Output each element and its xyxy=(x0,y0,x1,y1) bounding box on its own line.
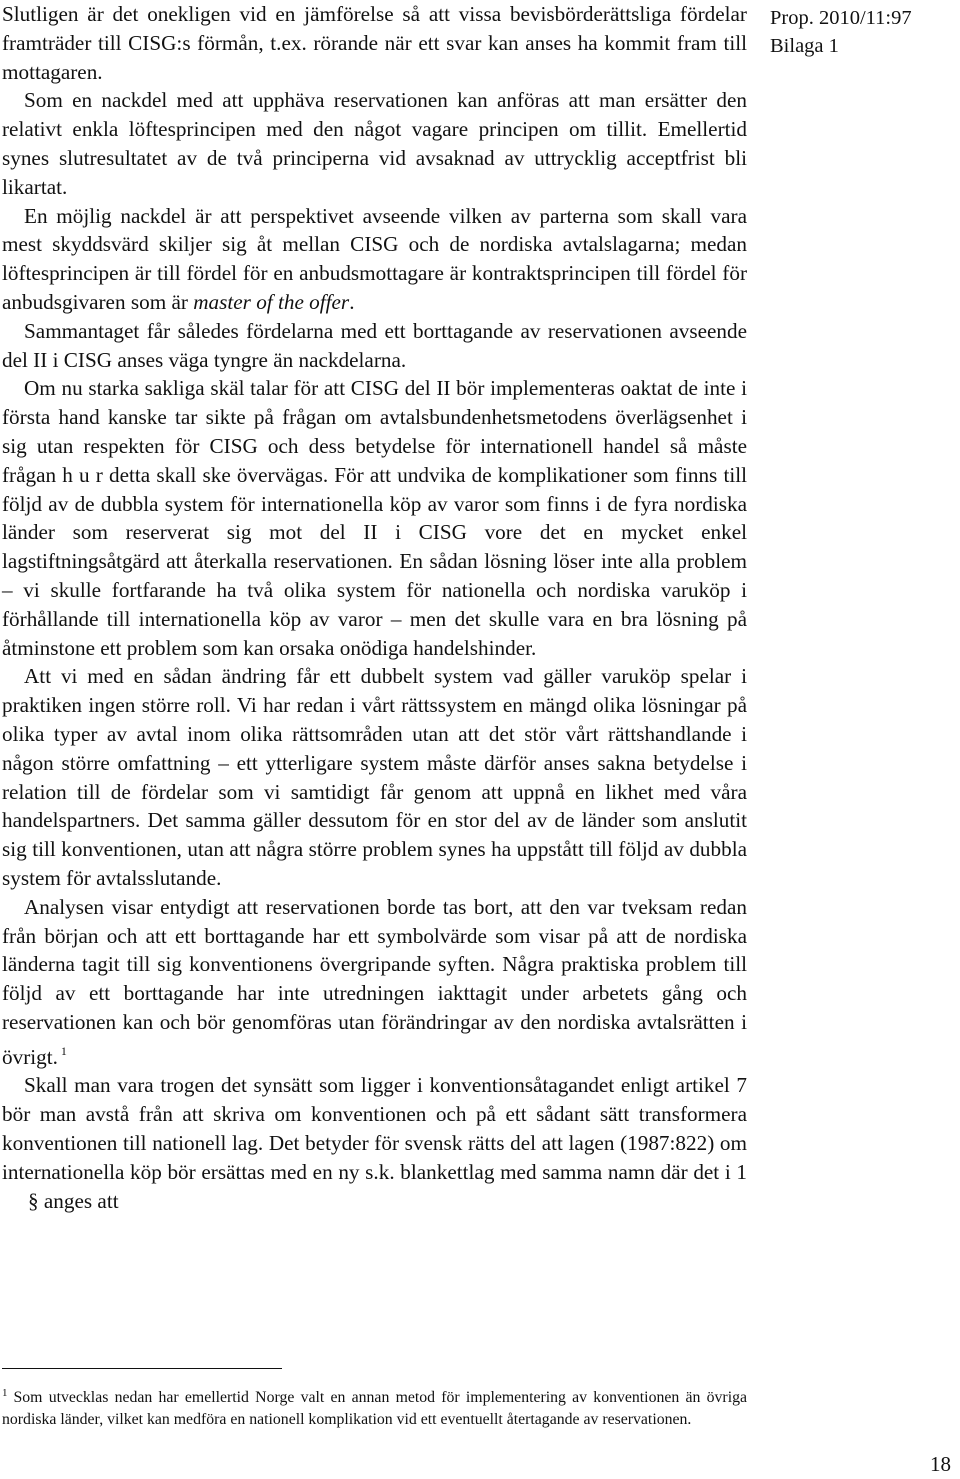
paragraph-3-end: . xyxy=(349,289,355,314)
paragraph-1: Slutligen är det onekligen vid en jämförelse så att vissa bevisbörderättsliga fördelar framträder till CISG:s förmån, t.ex. rörande när ett svar kan anses ha kommit fram till mottagaren. xyxy=(2,2,747,84)
paragraph-5: Om nu starka sakliga skäl talar för att CISG del II bör implementeras oaktat de inte i första hand kanske tar sikte på frågan om avtalsbundenhetsmetodens överlägsenhet i sig utan respekten för CISG och dess betydelse för internationell handel så måste frågan h u r detta skall ske övervägas. För att undvika de komplikationer som finns till följd av de dubbla system för internationella köp av varor som finns i de fyra nordiska länder som reserverat sig mot del II i CISG vore det en mycket enkel lagstiftningsåtgärd att återkalla reservationen. En sådan lösning löser inte alla problem – vi skulle fortfarande ha två olika system för nationella och nordiska varuköp i förhållande till internationella köp av varor – men det skulle vara en bra lösning på åtminstone ett problem som kan orsaka onödiga handelshinder. xyxy=(2,376,747,660)
paragraph-3 xyxy=(2,202,747,317)
appendix-label: Bilaga 1 xyxy=(770,35,839,57)
footnote-text: Som utvecklas nedan har emellertid Norge valt en annan metod för implementering av konventionen än övriga nordiska länder, vilket kan medföra en nationell komplikation vid ett eventuellt återtagande av reservationen. xyxy=(2,1389,747,1428)
italic-phrase: master of the offer xyxy=(193,289,350,314)
footnote-divider xyxy=(2,1368,282,1369)
section-symbol: § xyxy=(28,1188,39,1213)
paragraph-7 xyxy=(2,893,747,1072)
proposition-reference: Prop. 2010/11:97 xyxy=(770,7,912,29)
footnote xyxy=(2,1383,747,1430)
margin-note xyxy=(770,4,912,60)
paragraph-3-text: En möjlig nackdel är att perspektivet avseende vilken av parterna som skall vara mest skyddsvärd skiljer sig åt mellan CISG och de nordiska avtalslagarna; medan löftesprincipen är till fördel för en anbudsmottagare är kontraktsprincipen till fördel för anbudsgivaren som är xyxy=(2,203,747,314)
page-number: 18 xyxy=(930,1452,951,1476)
paragraph-8-tail: anges att xyxy=(43,1188,119,1213)
paragraph-7-text: Analysen visar entydigt att reservationen borde tas bort, att den var tveksam redan från början och att ett borttagande har ett symbolvärde som visar på att de nordiska länderna tagit till sig konventionens övergripande syften. Några praktiska problem till följd av ett borttagande har inte utredningen iakttagit under arbetets gång och reservationen kan och bör genomföras utan förändringar av den nordiska avtalsrätten i övrigt. xyxy=(2,894,747,1069)
paragraph-8 xyxy=(2,1071,747,1215)
paragraph-4: Sammantaget får således fördelarna med ett borttagande av reservationen avseende del II i CISG anses väga tyngre än nackdelarna. xyxy=(2,318,747,372)
paragraph-8-text: Skall man vara trogen det synsätt som ligger i konventionsåtagandet enligt artikel 7 bör man avstå från att skriva om konventionen och på ett sådant sätt transformera konventionen till nationell lag. Det betyder för svensk rätts del att lagen (1987:822) om internationella köp bör ersättas med en ny s.k. blankettlag med samma namn där det i 1 xyxy=(2,1073,747,1184)
body-text xyxy=(2,0,747,1215)
paragraph-6: Att vi med en sådan ändring får ett dubbelt system vad gäller varuköp spelar i praktiken ingen större roll. Vi har redan i vårt rättssystem en mängd olika lösningar på olika typer av avtal inom olika rättsområden utan att det stör vårt rättshandlande i någon större omfattning – ett ytterligare system måste därför anses sakna betydelse i relation till de fördelar som vi samtidigt får genom att uppnå en likhet med våra handelspartners. Det samma gäller dessutom för en stor del av de länder som anslutit sig till konventionen, utan att några större problem synes ha uppstått till följd av dubbla system för avtalsslutande. xyxy=(2,664,747,890)
paragraph-2: Som en nackdel med att upphäva reservationen kan anföras att man ersätter den relativt enkla löftesprincipen med den något vagare principen om tillit. Emellertid synes slutresultatet av de två principerna vid avsaknad av uttrycklig acceptfrist bli likartat. xyxy=(2,88,747,199)
footnote-number: 1 xyxy=(2,1387,8,1399)
footnote-reference[interactable]: 1 xyxy=(60,1043,67,1058)
